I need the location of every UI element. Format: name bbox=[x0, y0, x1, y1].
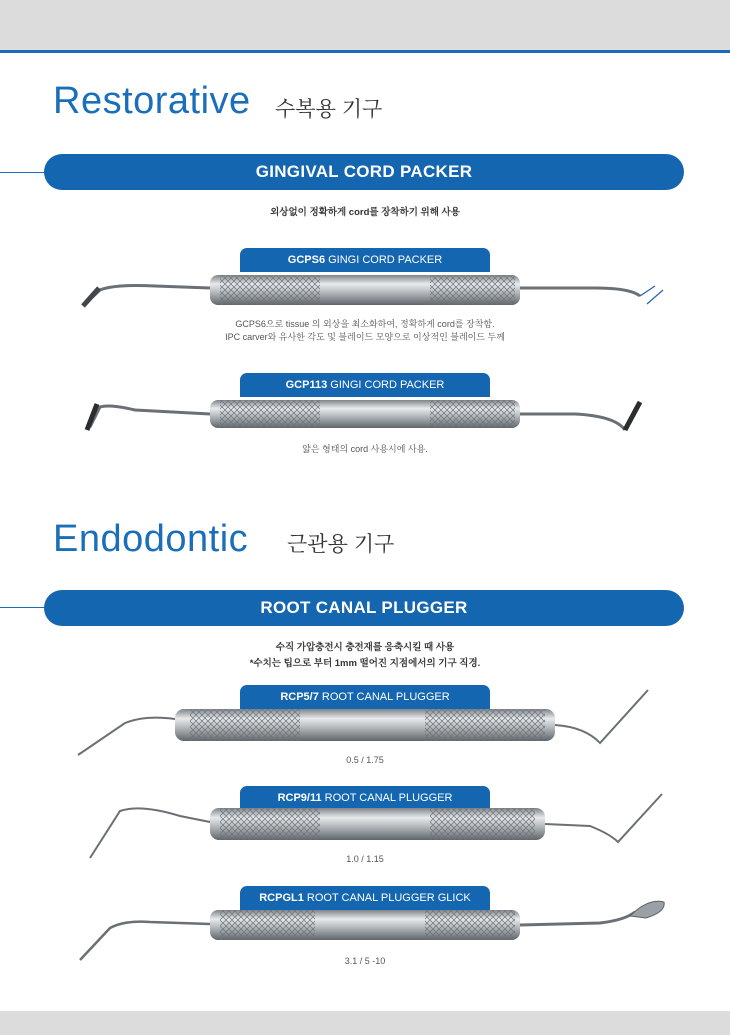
endodontic-subtitle: 근관용 기구 bbox=[287, 533, 395, 556]
product-name: ROOT CANAL PLUGGER bbox=[321, 691, 450, 703]
top-accent-line bbox=[0, 50, 730, 53]
endodontic-description-1: 수직 가압충전시 충전재를 응축시킬 때 사용 bbox=[275, 642, 455, 653]
rcpgl1-instrument-image bbox=[70, 890, 670, 965]
gcp113-note: 얇은 형태의 cord 사용시에 사용. bbox=[302, 444, 428, 454]
side-line bbox=[0, 607, 46, 608]
top-bar bbox=[0, 0, 730, 50]
product-name: ROOT CANAL PLUGGER GLICK bbox=[306, 892, 471, 904]
product-code: RCP5/7 bbox=[280, 691, 319, 703]
product-code: RCPGL1 bbox=[259, 892, 304, 904]
restorative-title: Restorative bbox=[53, 80, 251, 122]
rcp911-size: 1.0 / 1.15 bbox=[346, 854, 384, 864]
root-canal-plugger-banner: ROOT CANAL PLUGGER bbox=[44, 590, 684, 626]
product-name: GINGI CORD PACKER bbox=[328, 254, 443, 266]
product-code: GCP113 bbox=[285, 379, 328, 391]
endodontic-title: Endodontic bbox=[53, 518, 249, 560]
rcp57-instrument-image bbox=[70, 685, 670, 760]
rcpgl1-size: 3.1 / 5 -10 bbox=[344, 956, 386, 966]
product-code: RCP9/11 bbox=[277, 792, 322, 804]
gcp113-instrument-image bbox=[75, 392, 675, 437]
product-name: GINGI CORD PACKER bbox=[330, 379, 445, 391]
side-line bbox=[0, 172, 46, 173]
gcps6-note-2: IPC carver와 유사한 각도 및 블레이드 모양으로 이상적인 블레이드 두께 bbox=[225, 332, 505, 342]
product-code: GCPS6 bbox=[287, 254, 326, 266]
endodontic-description-2: *수치는 팁으로 부터 1mm 떨어진 지점에서의 기구 직경. bbox=[249, 658, 481, 669]
rcp911-instrument-image bbox=[70, 786, 670, 861]
product-name: ROOT CANAL PLUGGER bbox=[324, 792, 453, 804]
restorative-subtitle: 수복용 기구 bbox=[275, 98, 383, 121]
gingival-cord-packer-banner: GINGIVAL CORD PACKER bbox=[44, 154, 684, 190]
rcp57-size: 0.5 / 1.75 bbox=[346, 755, 384, 765]
bottom-bar bbox=[0, 1011, 730, 1035]
restorative-description: 외상없이 정확하게 cord를 장착하기 위해 사용 bbox=[270, 207, 460, 218]
gcps6-instrument-image bbox=[75, 266, 675, 316]
gcps6-note-1: GCPS6으로 tissue 의 외상을 최소화하여, 정확하게 cord를 장착함. bbox=[235, 319, 495, 329]
